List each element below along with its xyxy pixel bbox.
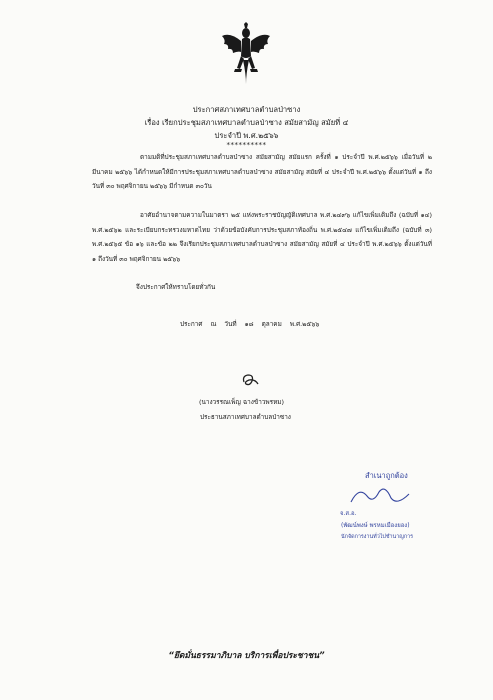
announcement-year: ประจำปี พ.ศ.๒๕๖๖ (214, 131, 279, 140)
body-paragraph-1: ตามมติที่ประชุมสภาเทศบาลตำบลป่าซาง สมัยสามัญ สมัยแรก ครั้งที่ ๑ ประจำปี พ.ศ.๒๕๖๖ เมื่อวันที่ ๒ มีนาคม ๒๕๖๖ ได้กำหนดให้มีการประชุมสภาเทศบาลตำบลป่าซาง สมัยสามัญ สมัยที่ ๔ ประจำปี พ.ศ.๒๕๖๖ ตั้งแต่วันที่ ๑ ถึงวันที่ ๓๐ พฤศจิกายน ๒๕๖๖ มีกำหนด ๓๐วัน (92, 153, 432, 190)
signer-position: ประธานสภาเทศบาลตำบลป่าซาง (200, 413, 291, 421)
certifier-position: นักจัดการงานทั่วไปชำนาญการ (341, 534, 414, 540)
certifier-name: (พัฒน์พงษ์ พรหมเมืองยอง) (341, 522, 410, 529)
certified-copy-stamp: สำเนาถูกต้อง (365, 471, 408, 480)
announcement-title: ประกาศสภาเทศบาลตำบลป่าซาง (192, 105, 301, 114)
certifier-signature-icon (345, 482, 415, 510)
certifier-initials: จ.ส.อ. (340, 510, 357, 517)
separator-stars: ********** (226, 141, 267, 149)
announcement-subject: เรื่อง เรียกประชุมสภาเทศบาลตำบลป่าซาง สมัยสามัญ สมัยที่ ๔ (144, 118, 349, 127)
footer-slogan: “ยึดมั่นธรรมาภิบาล บริการเพื่อประชาชน” (168, 651, 325, 661)
signature-mark-icon (240, 372, 262, 390)
announce-line: จึงประกาศให้ทราบโดยทั่วกัน (136, 283, 216, 291)
garuda-emblem-icon (220, 22, 272, 88)
signer-name: (นางวรรณเพ็ญ ฉางข้าวพรหม) (199, 398, 284, 406)
body-paragraph-2: อาศัยอำนาจตามความในมาตรา ๒๕ แห่งพระราชบัญญัติเทศบาล พ.ศ.๒๔๙๖ แก้ไขเพิ่มเติมถึง (ฉบับที่ ๑๔) พ.ศ.๒๕๖๒ และระเบียบกระทรวงมหาดไทย ว่าด้วยข้อบังคับการประชุมสภาท้องถิ่น พ.ศ.๒๕๔๗ แก้ไขเพิ่มเติมถึง (ฉบับที่ ๓) พ.ศ.๒๕๖๕ ข้อ ๑๖ และข้อ ๒๒ จึงเรียกประชุมสภาเทศบาลตำบลป่าซาง สมัยสามัญ สมัยที่ ๔ ประจำปี พ.ศ.๒๕๖๖ ตั้งแต่วันที่ ๑ ถึงวันที่ ๓๐ พฤศจิกายน ๒๕๖๖ (92, 211, 432, 263)
dated-line: ประกาศ ณ วันที่ ๑๘ ตุลาคม พ.ศ.๒๕๖๖ (180, 320, 320, 328)
